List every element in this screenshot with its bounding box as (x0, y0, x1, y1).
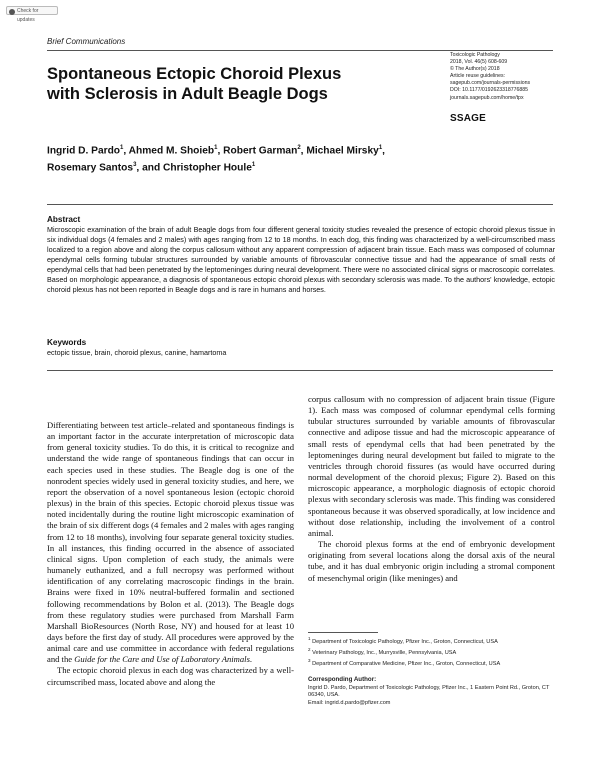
body-text: Differentiating between test article–related and spontaneous findings is an important factor in the accurate interpretation of microscopic data from general toxicity studies. To do this, it is critical to recognize and understand the wide range of spontaneous findings that can occur in each species used in these studies. The Beagle dog is one of the nonrodent species widely used in general toxicity studies, and here, we report the observation of a novel spontaneous lesion (ectopic choroid plexus) in the brain of this species. Ectopic choroid plexus tissue was noted incidentally during the routine light microscopic examination of the brain of six different dogs (4 females and 2 males with ages ranging from 12 to 18 months), involving four separate general toxicity studies. In all instances, this finding occurred in the absence of associated clinical signs. Upon completion of each study, the animals were humanely euthanized, and a full necropsy was performed without identification of any correlating macroscopic findings in the brain. Brains were fixed in 10% neutral-buffered formalin and sectioned following recommendations by Bolon et al. (2013). The Beagle dogs from these regulatory studies were purchased from Marshall Farm Marshall BioResources (North Rose, NY) and housed for at least 10 days before the first day of study. All procedures were approved by the animal care and use committee in accordance with federal regulations and the (47, 420, 294, 665)
meta-link[interactable]: journals.sagepub.com/home/tpx (450, 94, 524, 101)
author-separator: , (123, 145, 129, 157)
author-name: Ingrid D. Pardo (47, 145, 121, 157)
footnote-number: 1 (308, 636, 311, 641)
footnote-number: 2 (308, 646, 311, 652)
abstract-heading: Abstract (47, 215, 81, 224)
corresponding-heading: Corresponding Author: (308, 676, 377, 683)
article-title: Spontaneous Ectopic Choroid Plexus with Sclerosis in Adult Beagle Dogs (47, 65, 342, 103)
author-affiliation: 1 (378, 145, 383, 151)
footnote (308, 657, 558, 668)
author-separator: , (382, 145, 385, 157)
author-separator: , and (136, 162, 164, 174)
footnote-text: Department of Comparative Medicine, Pfizer Inc., Groton, Connecticut, USA (312, 660, 501, 667)
footnote (308, 635, 558, 646)
badge-label: Check for updates (17, 8, 39, 23)
journal-meta (450, 52, 560, 102)
header-rule (47, 50, 553, 51)
author-separator: , (217, 145, 224, 157)
author-list (47, 141, 467, 176)
footnote-text: Department of Toxicologic Pathology, Pfizer Inc., Groton, Connecticut, USA (312, 638, 498, 645)
body-right-column (308, 394, 555, 584)
footnote-text: Veterinary Pathology, Inc., Murrysville, Pennsylvania, USA (312, 649, 457, 656)
body-paragraph (47, 420, 294, 665)
meta-doi[interactable]: DOI: 10.1177/0192623318776885 (450, 87, 529, 94)
body-paragraph: The ectopic choroid plexus in each dog was characterized by a well-circumscribed mass, located above and along the (47, 665, 294, 687)
abstract-text: Microscopic examination of the brain of adult Beagle dogs from four different general toxicity studies revealed the presence of ectopic choroid plexus tissue in six individual dogs (4 females and 2 males) with ages ranging from 12 to 18 months. In each dog, this finding was characterized by a well-circumscribed mass localized to a region above and along the corpus callosum without any apparent compression of adjacent brain tissue. Each mass was composed of columnar ependymal cells forming tubular structures surrounded by variable amounts of fibrovascular connective tissue and had the appearance of small rests of ependymal cells that had been penetrated by the leptomeninges during neural development. There were no associated clinical signs or macroscopic correlates. Based on morphologic appearance, a diagnosis of spontaneous ectopic choroid plexus with secondary sclerosis was made. To the authors' knowledge, ectopic choroid plexus has not been reported in Beagle dogs and is rare in humans and horses. (47, 225, 555, 294)
section-label: Brief Communications (47, 37, 126, 46)
sage-logo: SSAGE (450, 113, 487, 124)
footnote (308, 646, 558, 657)
footnote-number: 3 (308, 657, 311, 663)
abstract-rule-top (47, 204, 553, 205)
author-affiliation: 2 (297, 145, 301, 151)
meta-line: Article reuse guidelines: (450, 73, 506, 80)
keywords-text: ectopic tissue, brain, choroid plexus, canine, hamartoma (47, 348, 227, 357)
meta-line: © The Author(s) 2018 (450, 66, 500, 73)
author-name: Christopher Houle (163, 162, 252, 174)
corresponding-author (308, 676, 558, 707)
body-paragraph: corpus callosum with no compression of adjacent brain tissue (Figure 1). Each mass was composed of columnar ependymal cells forming tubular structures surrounded by variable amounts of fibrovascular connective and adipose tissue and had the microscopic appearance of small rests of ependymal cells that had been penetrated by the leptomeninges during neural development but failed to migrate to the ventricles through choroid fissures (as would have occurred during normal development of the choroid plexus; Figure 2). Based on this microscopic appearance, a morphologic diagnosis of ectopic choroid plexus with secondary sclerosis was made. This finding was considered spontaneous because it was observed sporadically, at low incidence and without dose relationship, including the involvement of a control animal. (308, 394, 555, 538)
author-affiliation: 3 (133, 162, 137, 169)
guide-title: Guide for the Care and Use of Laboratory Animals (74, 654, 250, 665)
author-name: Robert Garman (223, 145, 298, 157)
update-icon (9, 9, 15, 15)
meta-line: Toxicologic Pathology (450, 52, 500, 58)
author-affiliation: 1 (251, 162, 256, 169)
author-name: Ahmed M. Shoieb (128, 145, 215, 157)
affiliation-footnotes (308, 635, 558, 668)
author-affiliation: 1 (120, 145, 124, 151)
meta-line: 2018, Vol. 46(5) 608-609 (450, 59, 508, 66)
author-name: Rosemary Santos (47, 162, 134, 174)
keywords-heading: Keywords (47, 338, 87, 347)
corresponding-email[interactable]: Email: ingrid.d.pardo@pfizer.com (308, 699, 391, 706)
corresponding-body: Ingrid D. Pardo, Department of Toxicologic Pathology, Pfizer Inc., 1 Eastern Point Rd., Groton, CT 06340, USA. (308, 684, 550, 699)
author-separator: , (300, 145, 307, 157)
check-for-updates-badge[interactable] (6, 6, 58, 23)
author-affiliation: 1 (214, 145, 218, 151)
author-name: Michael Mirsky (306, 145, 379, 157)
body-text: . (249, 654, 253, 665)
body-paragraph: The choroid plexus forms at the end of embryonic development originating from several locations along the dorsal axis of the neural tube, and it has dual embryonic origin including a stromal component of mesenchymal origin (like meninges) and (308, 539, 555, 583)
meta-link[interactable]: sagepub.com/journals-permissions (450, 80, 531, 87)
body-left-column (47, 420, 294, 688)
abstract-rule-bottom (47, 370, 553, 371)
footnote-rule (308, 632, 378, 633)
